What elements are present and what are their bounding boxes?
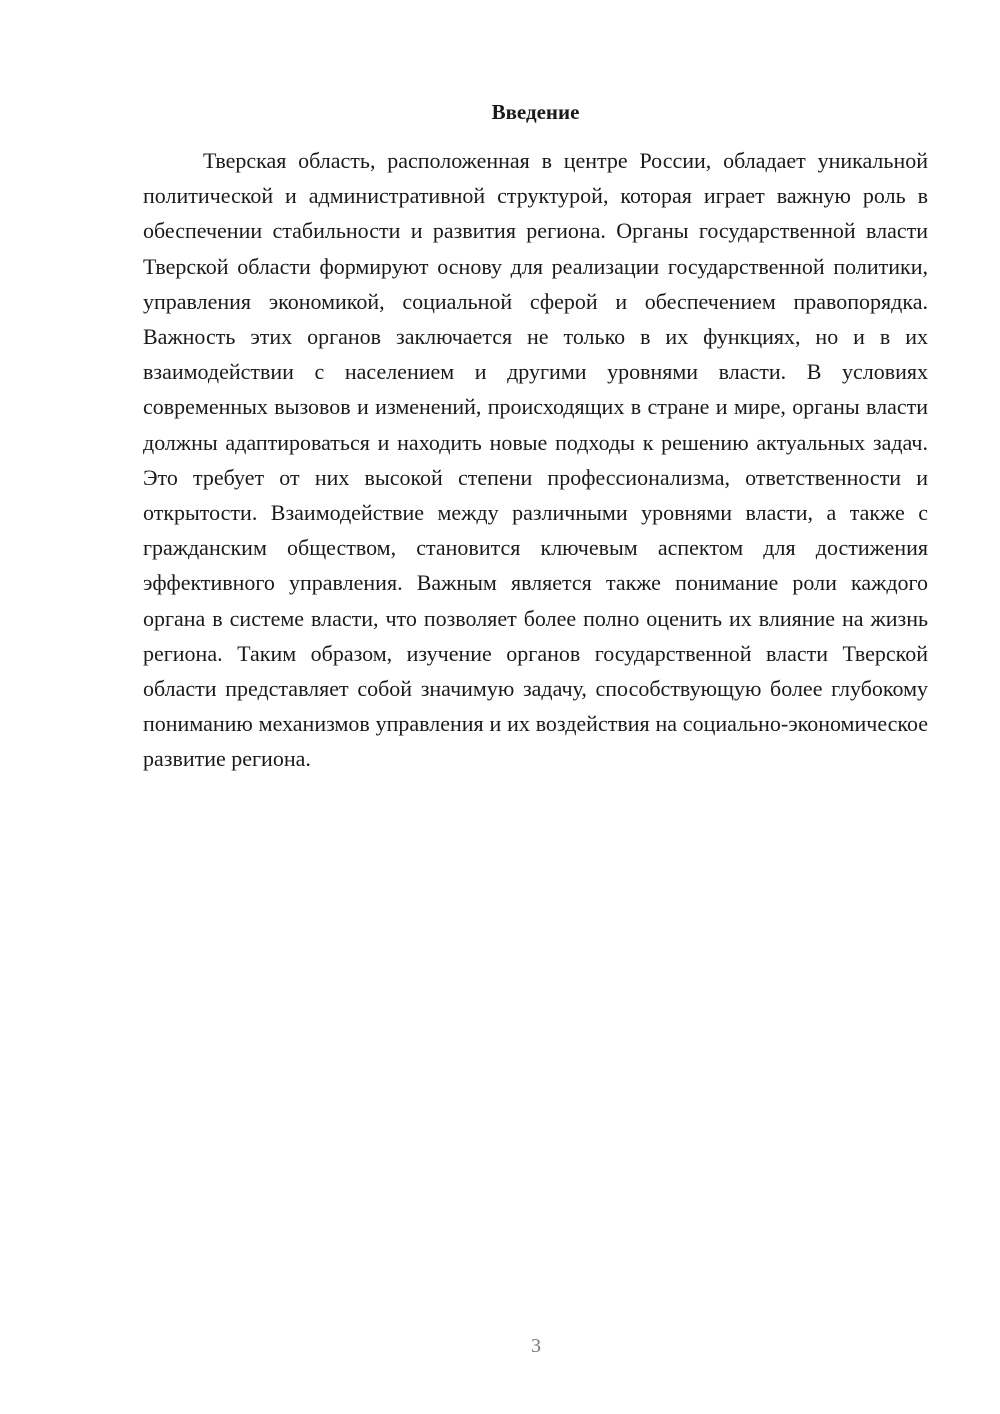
intro-paragraph: Тверская область, расположенная в центре России, обладает уникальной политической и административной структурой, которая играет важную роль в обеспечении стабильности и развития региона. Органы государственной власти Тверской области формируют основу для реализации государственной политики, управления экономикой, социальной сферой и обеспечением правопорядка. Важность этих органов заключается не только в их функциях, но и в их взаимодействии с населением и другими уровнями власти. В условиях современных вызовов и изменений, происходящих в стране и мире, органы власти должны адаптироваться и находить новые подходы к решению актуальных задач. Это требует от них высокой степени профессионализма, ответственности и открытости. Взаимодействие между различными уровнями власти, а также с гражданским обществом, становится ключевым аспектом для достижения эффективного управления. Важным является также понимание роли каждого органа в системе власти, что позволяет более полно оценить их влияние на жизнь региона. Таким образом, изучение органов государственной власти Тверской области представляет собой значимую задачу, способствующую более глубокому пониманию механизмов управления и их воздействия на социально-экономическое развитие региона. [143,148,928,772]
page-number: 3 [531,1335,541,1357]
section-heading: Введение [491,100,580,124]
